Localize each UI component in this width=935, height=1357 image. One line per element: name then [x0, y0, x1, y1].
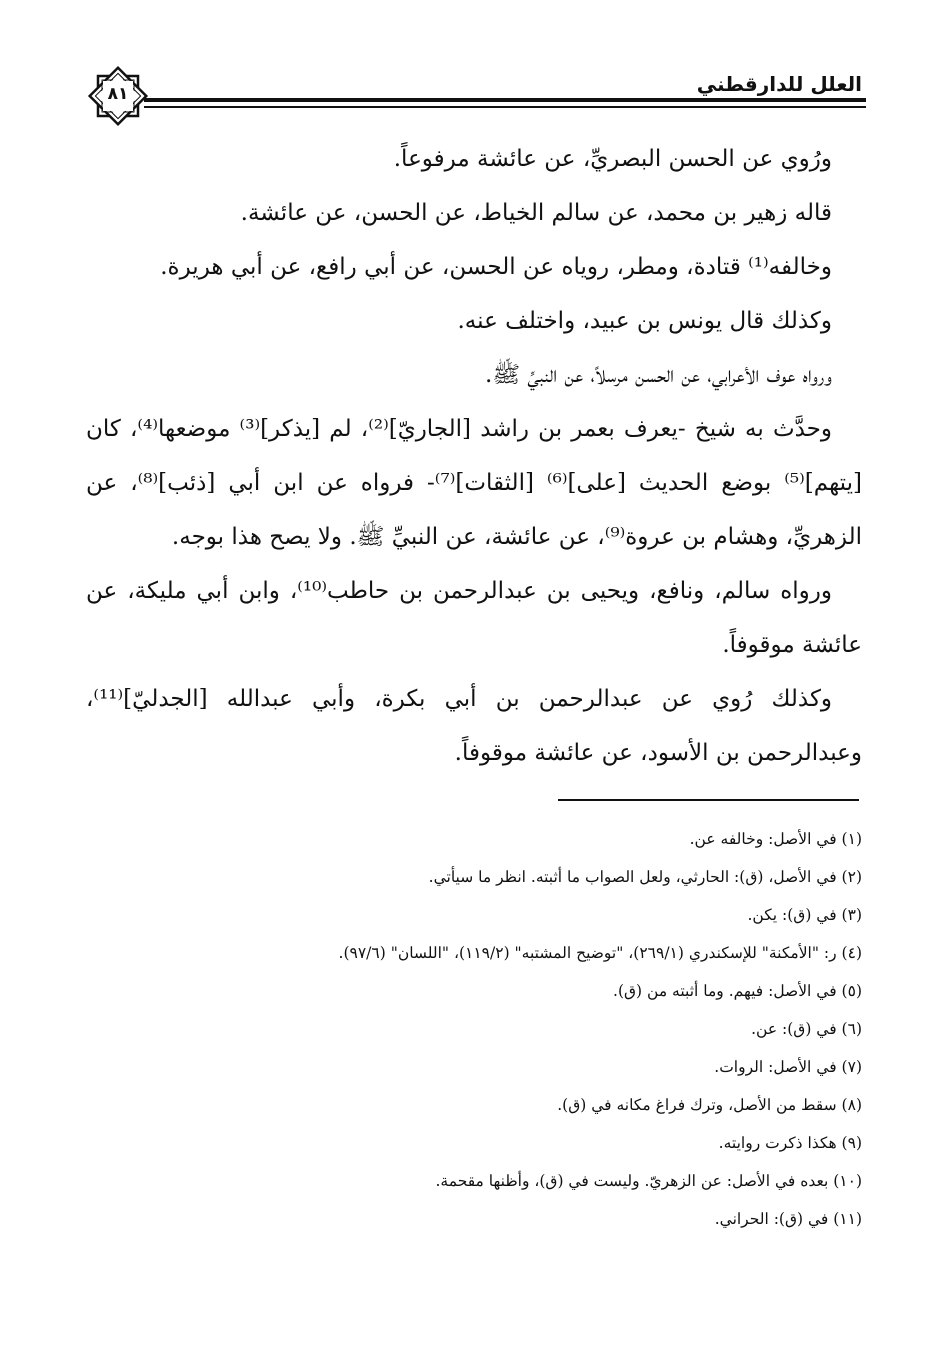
page-number-badge — [86, 64, 150, 128]
footnote: (١١) في (ق): الحراني. — [714, 1210, 862, 1228]
footnote: (٣) في (ق): يكن. — [747, 906, 862, 924]
footnote: (٩) هكذا ذكرت روايته. — [718, 1134, 862, 1152]
footnote: (٦) في (ق): عن. — [751, 1020, 862, 1038]
page-number: ٨١ — [107, 84, 129, 104]
footnote: (٢) في الأصل، (ق): الحارثي، ولعل الصواب ما أثبته. انظر ما سيأتي. — [428, 868, 862, 886]
footnote: (٨) سقط من الأصل، وترك فراغ مكانه في (ق). — [557, 1096, 862, 1114]
paragraph: وكذلك قال يونس بن عبيد، واختلف عنه. — [457, 308, 832, 334]
header-rule-thin — [144, 106, 866, 108]
page-header — [86, 64, 866, 128]
paragraph: ورواه سالم، ونافع، ويحيى بن عبدالرحمن بن حاطب⁽¹⁰⁾، وابن أبي مليكة، عن عائشة موقوفاً. — [86, 578, 862, 658]
footnote-separator — [558, 799, 859, 801]
footnote: (٥) في الأصل: فيهم. وما أثبته من (ق). — [613, 982, 862, 1000]
header-rule-thick — [144, 98, 866, 102]
footnote: (١٠) بعده في الأصل: عن الزهريّ. وليست في (ق)، وأظنها مقحمة. — [435, 1172, 862, 1190]
main-text — [86, 132, 862, 780]
footnote: (٤) ر: "الأمكنة" للإسكندري (٢٦٩/١)، "توضيح المشتبه" (١١٩/٢)، "اللسان" (٩٧/٦). — [338, 944, 862, 962]
paragraph: وخالفه⁽¹⁾ قتادة، ومطر، روياه عن الحسن، عن أبي رافع، عن أبي هريرة. — [160, 254, 832, 280]
paragraph: ورُوي عن الحسن البصريِّ، عن عائشة مرفوعاً. — [393, 146, 832, 172]
paragraph: ورواه عوف الأعرابي، عن الحسن مرسلاً، عن النبيِّ ﷺ. — [485, 362, 832, 388]
footnote: (١) في الأصل: وخالفه عن. — [689, 830, 862, 848]
footnotes — [86, 820, 862, 1238]
book-title: العلل للدارقطني — [696, 72, 862, 96]
footnote: (٧) في الأصل: الروات. — [714, 1058, 862, 1076]
paragraph: وحدَّث به شيخ -يعرف بعمر بن راشد [الجاريّ]⁽²⁾، لم [يذكر]⁽³⁾ موضعها⁽⁴⁾، كان [يتهم]⁽⁵⁾ بوضع الحديث [على]⁽⁶⁾ [الثقات]⁽⁷⁾- فرواه عن ابن أبي [ذئب]⁽⁸⁾، عن الزهريِّ، وهشام بن عروة⁽⁹⁾، عن عائشة، عن النبيِّ ﷺ. ولا يصح هذا بوجه. — [86, 416, 862, 550]
paragraph: قاله زهير بن محمد، عن سالم الخياط، عن الحسن، عن عائشة. — [240, 200, 832, 226]
paragraph: وكذلك رُوي عن عبدالرحمن بن أبي بكرة، وأبي عبدالله [الجدليّ]⁽¹¹⁾، وعبدالرحمن بن الأسود، عن عائشة موقوفاً. — [86, 686, 862, 766]
